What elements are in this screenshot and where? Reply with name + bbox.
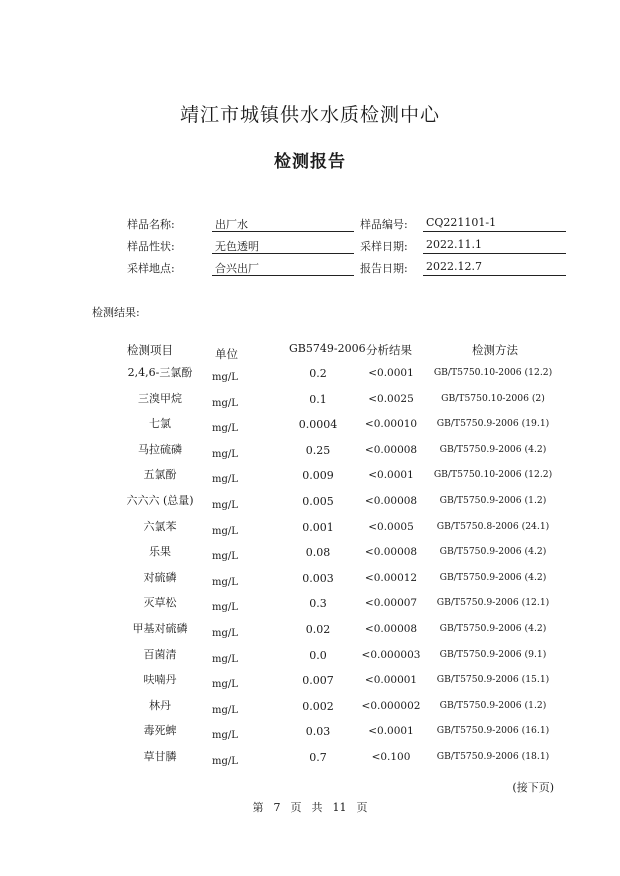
info-row-property [0,238,620,256]
cell-result: <0.00008 [364,546,418,559]
cell-item: 六六六 (总量) [126,494,194,507]
cell-unit: mg/L [212,423,238,435]
cell-item: 百菌清 [143,647,177,661]
report-title: 检测报告 [274,152,346,172]
table-row [0,594,620,620]
cell-result: <0.00010 [364,418,418,431]
table-row [0,466,620,492]
cell-method: GB/T5750.9-2006 (4.2) [439,571,547,583]
cell-unit: mg/L [212,372,238,383]
cell-method: GB/T5750.9-2006 (16.1) [436,725,550,737]
header-item: 检测项目 [127,343,173,357]
cell-unit: mg/L [212,679,238,691]
table-row [0,620,620,646]
footer-total-word: 共 [311,801,323,814]
cell-method: GB/T5750.9-2006 (4.2) [439,443,547,455]
cell-item: 对硫磷 [143,570,177,584]
cell-unit: mg/L [212,500,238,511]
cell-unit: mg/L [212,474,238,486]
cell-unit: mg/L [212,551,238,563]
cell-item: 五氯酚 [143,468,177,482]
report-date-label: 报告日期: [360,262,408,275]
sample-number-value: CQ221101-1 [423,216,566,232]
cell-unit: mg/L [212,525,238,537]
sampling-date-label: 采样日期: [360,240,408,253]
cell-limit: 0.25 [305,443,331,457]
sampling-location-label: 采样地点: [127,262,175,275]
header-method: 检测方法 [472,343,518,357]
info-row-name [0,216,620,234]
cell-item: 呋喃丹 [143,673,177,687]
cell-result: <0.00007 [364,597,418,610]
table-row [0,697,620,723]
footer-page-word: 第 [252,801,264,814]
table-row [0,364,620,390]
cell-limit: 0.1 [309,392,327,406]
cell-result: <0.0001 [368,469,414,482]
sample-number-label: 样品编号: [360,218,408,231]
cell-limit: 0.007 [302,674,334,688]
cell-item: 毒死蜱 [143,724,177,738]
cell-item: 三溴甲烷 [138,391,182,405]
cell-method: GB/T5750.10-2006 (12.2) [433,367,553,378]
cell-limit: 0.02 [305,623,331,636]
header-result: 分析结果 [366,343,412,357]
cell-unit: mg/L [212,576,238,588]
cell-unit: mg/L [212,602,238,614]
sample-name-value: 出厂水 [212,216,354,232]
sample-property-value: 无色透明 [212,238,354,254]
sampling-date-value: 2022.11.1 [423,238,566,254]
table-row [0,390,620,416]
footer-total-unit: 页 [356,801,368,814]
table-row [0,646,620,672]
table-row [0,722,620,748]
results-label: 检测结果: [92,306,140,319]
footer-page-total: 11 [332,801,347,814]
cell-item: 马拉硫磷 [138,442,182,456]
cell-result: <0.0001 [368,725,414,738]
continued-note: (接下页) [512,781,554,794]
cell-result: <0.00001 [364,674,418,687]
header-limit: GB5749-2006 [289,342,366,355]
cell-unit: mg/L [212,704,238,716]
page-footer [0,799,620,815]
cell-result: <0.000003 [361,648,421,661]
table-row [0,569,620,595]
cell-method: GB/T5750.9-2006 (4.2) [439,623,547,634]
cell-item: 七氯 [149,417,171,431]
footer-page-unit: 页 [290,801,302,814]
table-row [0,543,620,569]
org-title: 靖江市城镇供水水质检测中心 [179,104,440,126]
sampling-location-value: 合兴出厂 [212,260,354,276]
cell-method: GB/T5750.9-2006 (12.1) [436,597,550,609]
footer-page-current: 7 [273,801,281,814]
cell-limit: 0.7 [309,751,327,764]
cell-limit: 0.08 [305,546,331,560]
table-row [0,671,620,697]
table-row [0,441,620,467]
cell-item: 乐果 [149,545,171,559]
cell-method: GB/T5750.8-2006 (24.1) [436,520,550,532]
cell-limit: 0.3 [309,597,327,611]
cell-limit: 0.0 [309,648,327,662]
cell-method: GB/T5750.10-2006 (2) [441,392,545,404]
cell-method: GB/T5750.9-2006 (4.2) [439,546,547,558]
info-row-location [0,260,620,278]
cell-method: GB/T5750.10-2006 (12.2) [433,469,553,481]
cell-result: <0.00008 [364,443,418,456]
cell-unit: mg/L [212,730,238,742]
cell-limit: 0.03 [305,725,331,739]
cell-result: <0.000002 [361,699,421,712]
report-date-value: 2022.12.7 [423,260,566,276]
cell-method: GB/T5750.9-2006 (1.2) [439,495,547,506]
sample-name-label: 样品名称: [127,218,175,231]
cell-result: <0.0001 [368,367,414,379]
cell-item: 2,4,6-三氯酚 [127,366,193,379]
sample-property-label: 样品性状: [127,240,175,253]
cell-limit: 0.001 [302,520,334,534]
cell-result: <0.0005 [368,520,414,533]
table-row [0,518,620,544]
cell-result: <0.0025 [368,392,414,405]
table-row [0,415,620,441]
cell-method: GB/T5750.9-2006 (19.1) [436,418,550,430]
table-row [0,492,620,518]
cell-unit: mg/L [212,397,238,409]
cell-method: GB/T5750.9-2006 (18.1) [436,751,550,762]
cell-result: <0.00012 [364,571,418,584]
cell-limit: 0.0004 [298,418,338,432]
cell-item: 草甘膦 [143,750,177,763]
cell-limit: 0.002 [302,699,334,713]
cell-result: <0.100 [371,751,411,763]
cell-result: <0.00008 [364,495,418,507]
cell-unit: mg/L [212,756,238,767]
cell-limit: 0.2 [309,367,327,380]
cell-limit: 0.005 [302,495,334,508]
cell-method: GB/T5750.9-2006 (1.2) [439,699,547,711]
cell-limit: 0.009 [302,469,334,483]
cell-unit: mg/L [212,653,238,665]
cell-result: <0.00008 [364,623,418,635]
cell-item: 林丹 [149,698,171,712]
cell-unit: mg/L [212,628,238,639]
cell-item: 甲基对硫磷 [132,622,188,635]
cell-method: GB/T5750.9-2006 (9.1) [439,648,547,660]
cell-unit: mg/L [212,448,238,460]
cell-item: 灭草松 [143,596,177,610]
table-row [0,748,620,774]
cell-method: GB/T5750.9-2006 (15.1) [436,674,550,686]
cell-limit: 0.003 [302,571,334,585]
cell-item: 六氯苯 [143,519,177,533]
header-unit: 单位 [215,347,238,361]
